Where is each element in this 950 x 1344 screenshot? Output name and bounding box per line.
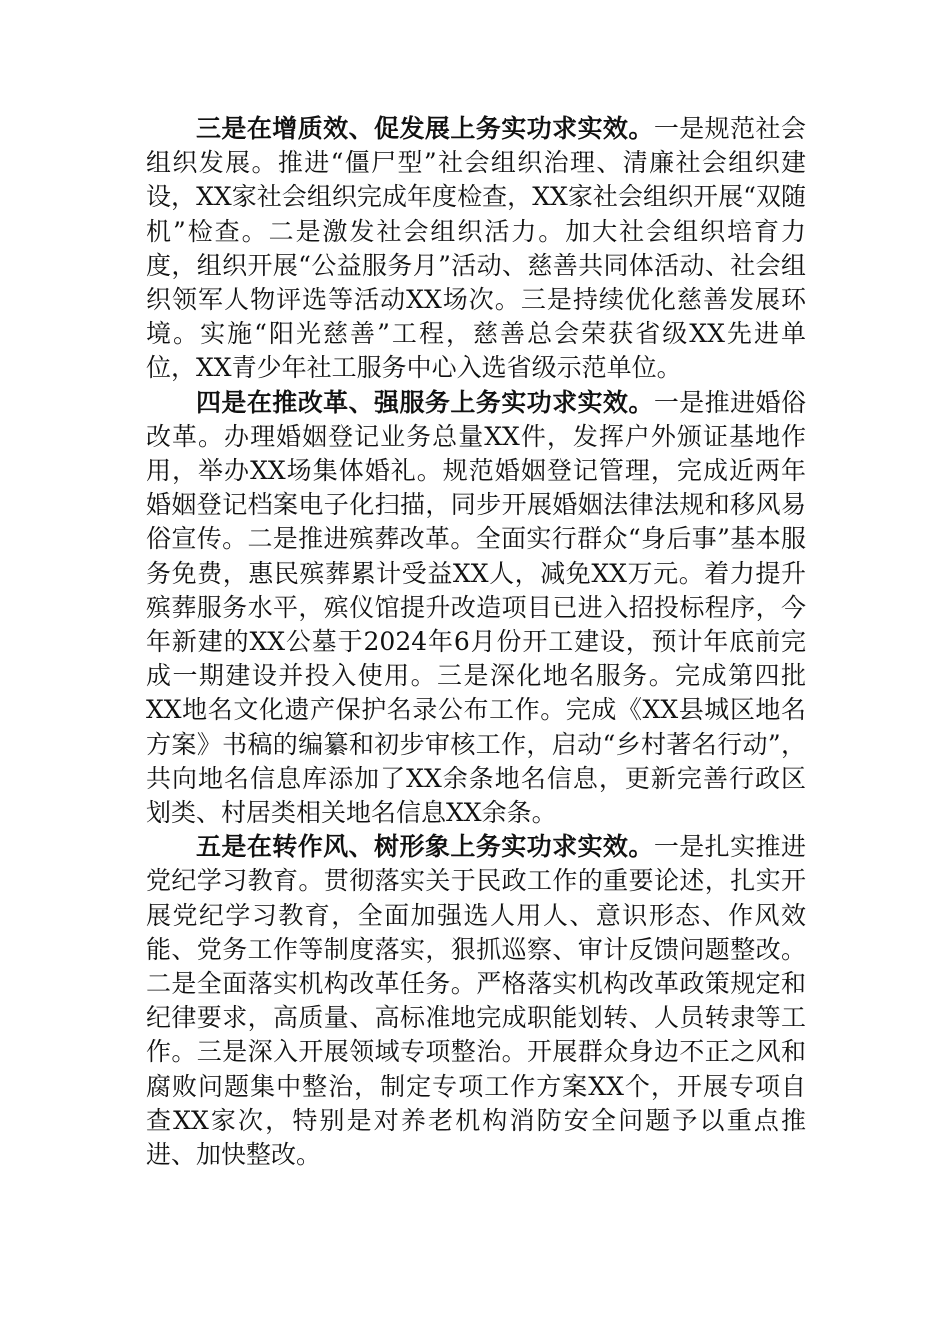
paragraph-body: 一是扎实推进党纪学习教育。贯彻落实关于民政工作的重要论述，扎实开展党纪学习教育，全面加强选人用人、意识形态、作风效能、党务工作等制度落实，狠抓巡察、审计反馈问题整改。二是全面落实机构改革任务。严格落实机构改革政策规定和纪律要求，高质量、高标准地完成职能划转、人员转隶等工作。三是深入开展领域专项整治。开展群众身边不正之风和腐败问题集中整治，制定专项工作方案XX个，开展专项自查XX家次，特别是对养老机构消防安全问题予以重点推进、加快整改。	[146, 832, 806, 1170]
paragraph-heading: 三是在增质效、促发展上务实功求实效。	[196, 114, 654, 143]
paragraph-body: 一是推进婚俗改革。办理婚姻登记业务总量XX件，发挥户外颁证基地作用，举办XX场集体婚礼。规范婚姻登记管理，完成近两年婚姻登记档案电子化扫描，同步开展婚姻法律法规和移风易俗宣传。二是推进殡葬改革。全面实行群众“身后事”基本服务免费，惠民殡葬累计受益XX人，减免XX万元。着力提升殡葬服务水平，殡仪馆提升改造项目已进入招投标程序，今年新建的XX公墓于2024年6月份开工建设，预计年底前完成一期建设并投入使用。三是深化地名服务。完成第四批XX地名文化遗产保护名录公布工作。完成《XX县城区地名方案》书稿的编纂和初步审核工作，启动“乡村著名行动”，共向地名信息库添加了XX余条地名信息，更新完善行政区划类、村居类相关地名信息XX余条。	[146, 387, 806, 828]
paragraph-4	[146, 386, 806, 831]
paragraph-body: 一是规范社会组织发展。推进“僵尸型”社会组织治理、清廉社会组织建设，XX家社会组织完成年度检查，XX家社会组织开展“双随机”检查。二是激发社会组织活力。加大社会组织培育力度，组织开展“公益服务月”活动、慈善共同体活动、社会组织领军人物评选等活动XX场次。三是持续优化慈善发展环境。实施“阳光慈善”工程，慈善总会荣获省级XX先进单位，XX青少年社工服务中心入选省级示范单位。	[146, 114, 806, 383]
paragraph-5	[146, 830, 806, 1172]
paragraph-heading: 五是在转作风、树形象上务实功求实效。	[196, 832, 654, 862]
paragraph-3	[146, 112, 806, 386]
document-page	[146, 112, 806, 1172]
paragraph-heading: 四是在推改革、强服务上务实功求实效。	[196, 387, 654, 417]
